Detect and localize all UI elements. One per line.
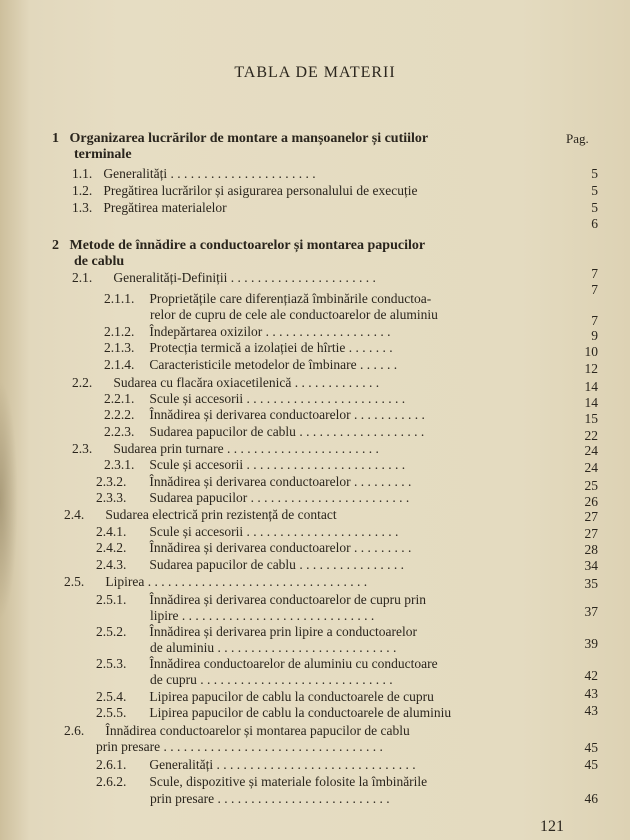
toc-page-number: 37 [584, 604, 598, 619]
toc-entry: 2.6.2. Scule, dispozitive și materiale folosite la îmbinările [96, 774, 428, 789]
toc-page-number: 5 [591, 200, 598, 215]
toc-entry: 2.2.1. Scule și accesorii . . . . . . . . . . . . . . . . . . . . . . . . [104, 391, 406, 406]
toc-entry: 2.1.4. Caracteristicile metodelor de îmbinare . . . . . . [104, 357, 398, 372]
toc-entry: de cupru . . . . . . . . . . . . . . . . . . . . . . . . . . . . . [150, 672, 393, 687]
toc-page-number: 46 [584, 791, 598, 806]
toc-page-number: 5 [591, 166, 598, 181]
toc-page-number: 45 [584, 757, 598, 772]
toc-entry: 2.5.4. Lipirea papucilor de cablu la conductoarele de cupru [96, 689, 434, 704]
toc-entry: terminale [74, 147, 132, 162]
toc-page-number: 22 [584, 428, 598, 443]
toc-entry: 2.6. Înnădirea conductoarelor și montarea papucilor de cablu [64, 723, 410, 738]
toc-page-number: 24 [584, 443, 598, 458]
page-stain [0, 380, 18, 620]
toc-page-number: 43 [584, 703, 598, 718]
toc-entry: 2.2.3. Sudarea papucilor de cablu . . . . . . . . . . . . . . . . . . . [104, 424, 425, 439]
toc-page-number: 6 [591, 216, 598, 231]
toc-entry: 1.1. Generalități . . . . . . . . . . . . . . . . . . . . . . [72, 166, 316, 181]
toc-entry: 2.1.1. Proprietățile care diferențiază îmbinările conductoa- [104, 291, 432, 306]
toc-page-number: 15 [584, 411, 598, 426]
toc-page-number: 26 [584, 494, 598, 509]
toc-entry: 2.6.1. Generalități . . . . . . . . . . . . . . . . . . . . . . . . . . . . . . [96, 757, 416, 772]
page-title: TABLA DE MATERII [234, 64, 396, 81]
toc-entry: 2.3. Sudarea prin turnare . . . . . . . . . . . . . . . . . . . . . . . [72, 441, 379, 456]
toc-page-number: 27 [584, 526, 598, 541]
toc-page-number: 27 [584, 509, 598, 524]
toc-entry: 2.4.1. Scule și accesorii . . . . . . . . . . . . . . . . . . . . . . . [96, 524, 399, 539]
toc-page-number: 43 [584, 686, 598, 701]
toc-entry: de cablu [74, 254, 125, 269]
toc-entry: 2.1.3. Protecția termică a izolației de hîrtie . . . . . . . [104, 340, 393, 355]
toc-entry: 1.2. Pregătirea lucrărilor și asigurarea personalului de execuție [72, 183, 418, 198]
toc-entry: prin presare . . . . . . . . . . . . . . . . . . . . . . . . . . . . . . . . . [96, 739, 383, 754]
toc-page-number: 34 [584, 558, 598, 573]
toc-entry: 1.3. Pregătirea materialelor [72, 200, 227, 215]
toc-page-number: 7 [591, 282, 598, 297]
toc-entry: 2.4.2. Înnădirea și derivarea conductoarelor . . . . . . . . . [96, 540, 412, 555]
toc-page-number: 39 [584, 636, 598, 651]
toc-page-number: 12 [584, 361, 598, 376]
toc-entry: relor de cupru de cele ale conductoarelor de aluminiu [150, 307, 438, 322]
toc-entry: 2.2. Sudarea cu flacăra oxiacetilenică . . . . . . . . . . . . . [72, 375, 380, 390]
toc-entry: 2.5. Lipirea . . . . . . . . . . . . . . . . . . . . . . . . . . . . . . . . . [64, 574, 368, 589]
toc-entry: prin presare . . . . . . . . . . . . . . . . . . . . . . . . . . [150, 791, 390, 806]
toc-page-number: 42 [584, 668, 598, 683]
toc-entry: de aluminiu . . . . . . . . . . . . . . . . . . . . . . . . . . . [150, 640, 397, 655]
toc-entry: lipire . . . . . . . . . . . . . . . . . . . . . . . . . . . . . [150, 608, 375, 623]
toc-entry: 2.3.3. Sudarea papucilor . . . . . . . . . . . . . . . . . . . . . . . . [96, 490, 410, 505]
toc-entry: 2.4.3. Sudarea papucilor de cablu . . . . . . . . . . . . . . . . [96, 557, 404, 572]
toc-page-number: 7 [591, 266, 598, 281]
toc-entry: 2.5.1. Înnădirea și derivarea conductoarelor de cupru prin [96, 592, 426, 607]
toc-entry: 2.4. Sudarea electrică prin rezistență de contact [64, 507, 337, 522]
toc-entry: 2.3.2. Înnădirea și derivarea conductoarelor . . . . . . . . . [96, 474, 412, 489]
toc-entry: 2.5.5. Lipirea papucilor de cablu la conductoarele de aluminiu [96, 705, 452, 720]
toc-page-number: 45 [584, 740, 598, 755]
page-column-label: Pag. [566, 131, 589, 146]
toc-entry: 2.5.2. Înnădirea și derivarea prin lipire a conductoarelor [96, 624, 417, 639]
toc-entry: 1 Organizarea lucrărilor de montare a manșoanelor și cutiilor [52, 131, 429, 146]
toc-entry: 2 Metode de înnădire a conductoarelor și montarea papucilor [52, 238, 426, 253]
toc-entry: 2.5.3. Înnădirea conductoarelor de aluminiu cu conductoare [96, 656, 438, 671]
toc-entry: 2.3.1. Scule și accesorii . . . . . . . . . . . . . . . . . . . . . . . . [104, 457, 406, 472]
toc-page-number: 9 [591, 328, 598, 343]
toc-page-number: 35 [584, 576, 598, 591]
toc-page-number: 28 [584, 542, 598, 557]
toc-entry: 2.1. Generalități-Definiții . . . . . . . . . . . . . . . . . . . . . . [72, 270, 376, 285]
toc-page-number: 25 [584, 478, 598, 493]
page-folio-number: 121 [540, 818, 564, 835]
toc-page-number: 7 [591, 313, 598, 328]
toc-page-number: 14 [584, 379, 598, 394]
toc-page-number: 14 [584, 395, 598, 410]
toc-page-number: 5 [591, 183, 598, 198]
toc-page-number: 24 [584, 460, 598, 475]
toc-entry: 2.1.2. Îndepărtarea oxizilor . . . . . . . . . . . . . . . . . . . [104, 324, 391, 339]
toc-page-number: 10 [584, 344, 598, 359]
toc-entry: 2.2.2. Înnădirea și derivarea conductoarelor . . . . . . . . . . . [104, 407, 425, 422]
